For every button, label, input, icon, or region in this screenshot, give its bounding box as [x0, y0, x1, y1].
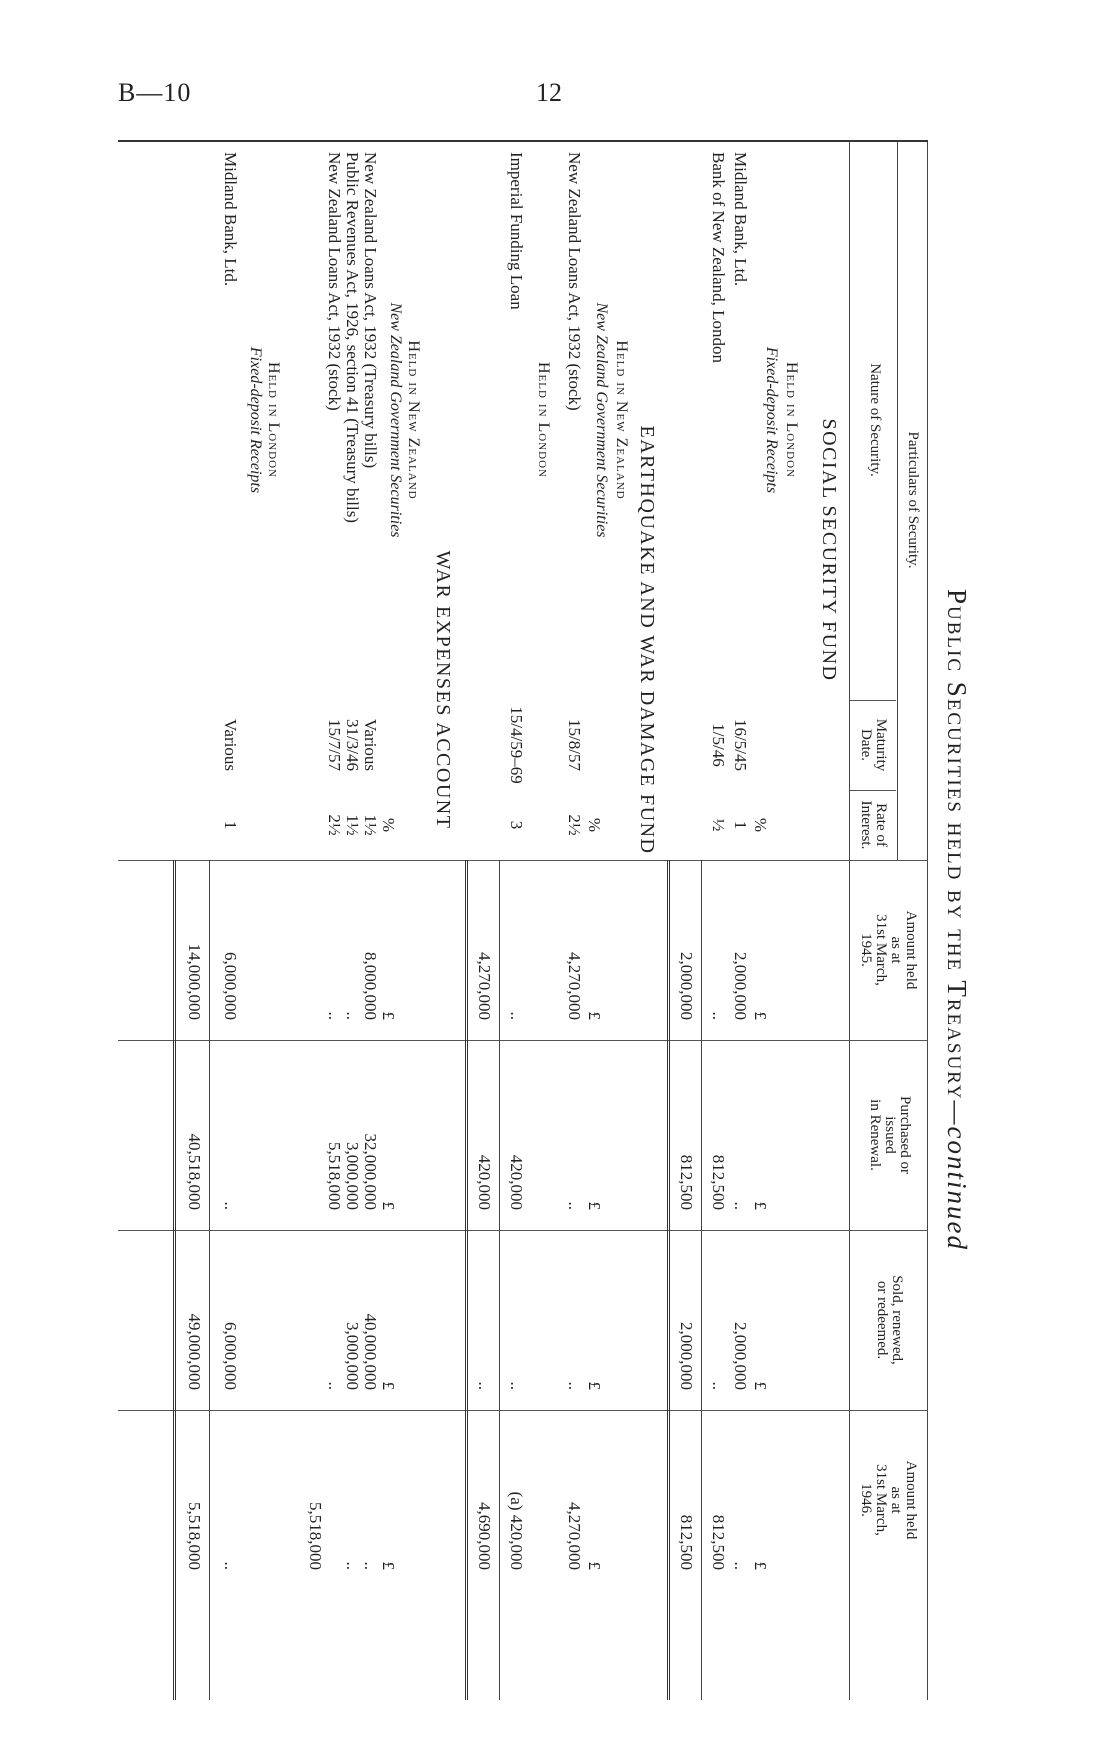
total-held-1945: 2,000,000: [677, 952, 696, 1020]
section-title: WAR EXPENSES ACCOUNT: [432, 550, 454, 830]
sold: 2,000,000: [731, 1322, 750, 1390]
total-purchased: 812,500: [677, 1154, 696, 1210]
maturity-date: 15/7/57: [325, 719, 344, 771]
security-name: Midland Bank, Ltd.: [731, 152, 750, 287]
double-rule: [173, 860, 176, 1700]
held-1945: ..: [343, 1011, 362, 1020]
section-title: EARTHQUAKE AND WAR DAMAGE FUND: [636, 425, 658, 855]
particulars-header: Particulars of Security.: [905, 431, 921, 569]
purchased: 420,000: [507, 1154, 526, 1210]
total-rule: [701, 860, 702, 1700]
unit-pound: £: [585, 1561, 604, 1570]
total-sold: 49,000,000: [185, 1313, 204, 1390]
held-in-label: Held in London: [783, 361, 800, 479]
section-title: SOCIAL SECURITY FUND: [818, 418, 840, 682]
table-left-rule: [118, 140, 928, 142]
held1946-header: Amount held as at 31st March, 1946.: [858, 1460, 919, 1540]
unit-pound: £: [751, 1011, 770, 1020]
total-held-1946: 4,690,000: [475, 1502, 494, 1570]
purchased: ..: [565, 1201, 584, 1210]
held-1946: ..: [731, 1561, 750, 1570]
maturity-date: 16/5/45: [731, 719, 750, 771]
group-subtitle: Fixed-deposit Receipts: [763, 346, 780, 494]
held-1945: 4,270,000: [565, 952, 584, 1020]
interest-rate: 1: [731, 820, 750, 830]
total-held-1946: 5,518,000: [185, 1502, 204, 1570]
total-held-1945: 4,270,000: [475, 952, 494, 1020]
held-1945: 8,000,000: [361, 952, 380, 1020]
held-in-label: Held in London: [535, 361, 552, 479]
held1945-header: Amount held as at 31st March, 1945.: [858, 910, 919, 990]
security-name: Public Revenues Act, 1926, section 41 (Treasury bills): [343, 152, 362, 523]
nature-header: Nature of Security.: [867, 363, 883, 477]
maturity-header: Maturity Date.: [858, 718, 889, 772]
sold-header: Sold, renewed, or redeemed.: [874, 1275, 905, 1365]
sold: ..: [325, 1381, 344, 1390]
total-rule: [499, 860, 500, 1700]
interest-rate: 2½: [565, 814, 584, 836]
total-held-1945: 14,000,000: [185, 943, 204, 1020]
total-rule: [209, 860, 210, 1700]
security-name: Midland Bank, Ltd.: [221, 152, 240, 287]
sold: ..: [709, 1381, 728, 1390]
interest-rate: ½: [709, 818, 728, 832]
total-sold: 2,000,000: [677, 1322, 696, 1390]
interest-rate: 1½: [343, 814, 362, 836]
interest-rate: 1½: [361, 814, 380, 836]
sold: 3,000,000: [343, 1322, 362, 1390]
unit-pound: £: [751, 1201, 770, 1210]
total-held-1946: 812,500: [677, 1514, 696, 1570]
header-top-rule: [927, 140, 928, 1700]
unit-pound: £: [751, 1561, 770, 1570]
header-bottom-rule: [849, 140, 850, 1700]
purchased: ..: [731, 1201, 750, 1210]
held-1945: 6,000,000: [221, 952, 240, 1020]
total-purchased: 40,518,000: [185, 1133, 204, 1210]
maturity-date: 1/5/46: [709, 723, 728, 767]
maturity-date: 15/4/59–69: [507, 706, 526, 784]
page-title: Public Securities held by the Treasury—continued: [942, 589, 972, 1251]
interest-rate: 3: [507, 820, 526, 830]
held-1946: ..: [343, 1561, 362, 1570]
held-1945: ..: [325, 1011, 344, 1020]
security-name: New Zealand Loans Act, 1932 (stock): [565, 152, 584, 411]
sold: ..: [507, 1381, 526, 1390]
rate-header: Rate of Interest.: [858, 800, 889, 850]
unit-percent: %: [379, 817, 398, 833]
maturity-date: 31/3/46: [343, 719, 362, 771]
held-1945: 2,000,000: [731, 952, 750, 1020]
security-name: Imperial Funding Loan: [507, 152, 526, 310]
held-in-label: Held in New Zealand: [405, 340, 422, 500]
held-1946: (a) 420,000: [507, 1491, 526, 1570]
maturity-date: 15/8/57: [565, 719, 584, 771]
purchased: 3,000,000: [343, 1142, 362, 1210]
group-subtitle: Fixed-deposit Receipts: [247, 346, 264, 494]
purchased: 32,000,000: [361, 1133, 380, 1210]
unit-percent: %: [751, 817, 770, 833]
purchased: 5,518,000: [325, 1142, 344, 1210]
unit-pound: £: [379, 1201, 398, 1210]
held-1945: ..: [507, 1011, 526, 1020]
sold: 40,000,000: [361, 1313, 380, 1390]
sold: ..: [565, 1381, 584, 1390]
unit-pound: £: [379, 1381, 398, 1390]
held-1946: 812,500: [709, 1514, 728, 1570]
interest-rate: 2½: [325, 814, 344, 836]
rotated-table: [110, 140, 980, 1700]
security-name: New Zealand Loans Act, 1932 (Treasury bills): [361, 152, 380, 469]
maturity-date: Various: [221, 719, 240, 771]
purchased: ..: [221, 1201, 240, 1210]
unit-pound: £: [379, 1561, 398, 1570]
unit-pound: £: [379, 1011, 398, 1020]
total-purchased: 420,000: [475, 1154, 494, 1210]
maturity-date: Various: [361, 719, 380, 771]
purchased-header: Purchased or issued in Renewal.: [867, 1096, 913, 1174]
sold: 6,000,000: [221, 1322, 240, 1390]
held-1946: 5,518,000: [306, 1502, 325, 1570]
total-sold: ..: [475, 1381, 494, 1390]
page-number: 12: [536, 78, 562, 107]
interest-rate: 1: [221, 820, 240, 830]
held-in-label: Held in London: [265, 361, 282, 479]
group-subtitle: New Zealand Government Securities: [387, 302, 404, 538]
page-reference: B—10: [118, 78, 192, 107]
held-in-label: Held in New Zealand: [613, 340, 630, 500]
security-name: Bank of New Zealand, London: [709, 152, 728, 364]
held-1946: ..: [221, 1561, 240, 1570]
security-name: New Zealand Loans Act, 1932 (stock): [325, 152, 344, 411]
held-1946: 4,270,000: [565, 1502, 584, 1570]
group-subtitle: New Zealand Government Securities: [593, 302, 610, 538]
particulars-rule: [897, 140, 898, 860]
unit-pound: £: [585, 1201, 604, 1210]
held-1946: ..: [361, 1561, 380, 1570]
unit-pound: £: [751, 1381, 770, 1390]
unit-pound: £: [585, 1011, 604, 1020]
double-rule: [667, 860, 670, 1700]
purchased: 812,500: [709, 1154, 728, 1210]
unit-percent: %: [585, 817, 604, 833]
unit-pound: £: [585, 1381, 604, 1390]
held-1945: ..: [709, 1011, 728, 1020]
double-rule: [465, 860, 468, 1700]
